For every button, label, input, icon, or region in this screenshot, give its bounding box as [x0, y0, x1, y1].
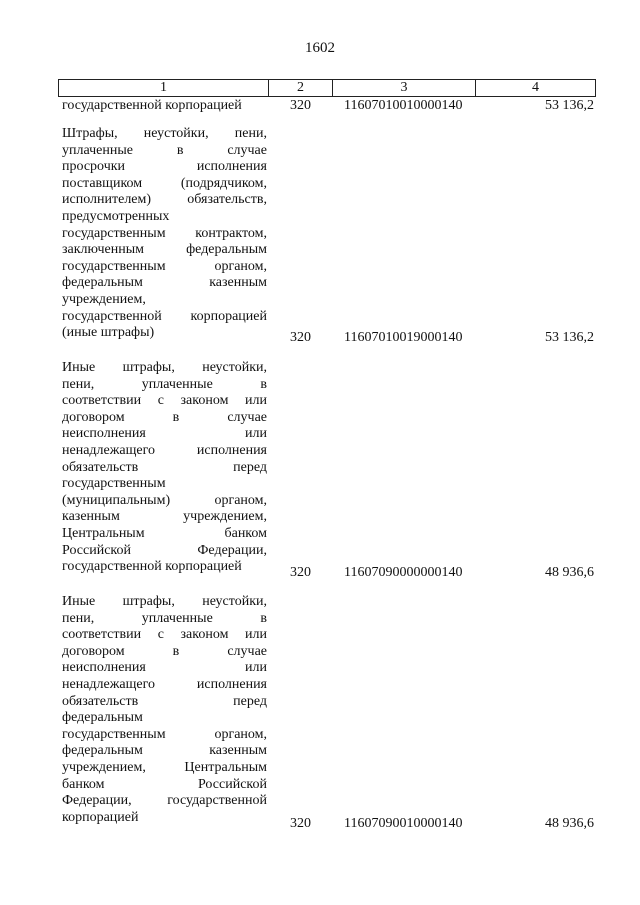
description-line: корпорацией: [62, 809, 139, 825]
description-line: обязательств перед: [62, 459, 267, 475]
column-header-4: 4: [476, 80, 596, 97]
description-line: соответствии с законом или: [62, 393, 267, 409]
row-admin-code: 320: [290, 565, 311, 581]
column-header-2: 2: [269, 80, 333, 97]
row-budget-code: 11607010019000140: [344, 330, 463, 346]
column-header-row: [59, 80, 596, 97]
description-line: (иные штрафы): [62, 325, 155, 341]
description-line: соответствии с законом или: [62, 627, 267, 643]
description-line: банком Российской: [62, 776, 267, 792]
description-line: неисполнения или: [62, 426, 267, 442]
description-line: пени, уплаченные в: [62, 610, 267, 626]
description-line: государственной корпорацией: [62, 308, 267, 324]
column-header-3: 3: [333, 80, 476, 97]
row-amount: 48 936,6: [545, 816, 594, 832]
description-line: заключенным федеральным: [62, 242, 267, 258]
description-line: федеральным казенным: [62, 275, 267, 291]
description-line: учреждением,: [62, 291, 146, 307]
description-line: Штрафы, неустойки, пени,: [62, 126, 267, 141]
description-line: государственным органом,: [62, 258, 267, 274]
description-line: казенным учреждением,: [62, 509, 267, 525]
row-amount: 48 936,6: [545, 565, 594, 581]
row-budget-code: 11607090010000140: [344, 816, 463, 832]
description-line: Иные штрафы, неустойки,: [62, 594, 267, 609]
description-line: государственным: [62, 476, 166, 492]
table-row: [58, 594, 595, 833]
description-line: пени, уплаченные в: [62, 376, 267, 392]
description-line: государственной корпорацией: [62, 559, 242, 575]
row-description: [62, 126, 267, 342]
description-line: поставщиком (подрядчиком,: [62, 175, 267, 191]
description-line: исполнителем) обязательств,: [62, 192, 267, 208]
row-amount: 53 136,2: [545, 98, 594, 114]
description-line: (муниципальным) органом,: [62, 492, 267, 508]
row-admin-code: 320: [290, 98, 311, 114]
row-description: [62, 98, 267, 115]
row-admin-code: 320: [290, 816, 311, 832]
row-amount: 53 136,2: [545, 330, 594, 346]
description-line: федеральным: [62, 710, 143, 726]
row-description: [62, 594, 267, 826]
description-line: учреждением, Центральным: [62, 759, 267, 775]
table-row: [58, 98, 595, 115]
description-line: государственной корпорацией: [62, 98, 242, 113]
description-line: обязательств перед: [62, 693, 267, 709]
description-line: договором в случае: [62, 643, 267, 659]
description-line: ненадлежащего исполнения: [62, 442, 267, 458]
description-line: Центральным банком: [62, 525, 267, 541]
row-budget-code: 11607010010000140: [344, 98, 463, 114]
description-line: государственным контрактом,: [62, 225, 267, 241]
description-line: предусмотренных: [62, 208, 170, 224]
table-row: [58, 360, 595, 582]
row-admin-code: 320: [290, 330, 311, 346]
column-header-1: 1: [59, 80, 269, 97]
description-line: федеральным казенным: [62, 743, 267, 759]
description-line: просрочки исполнения: [62, 159, 267, 175]
page-number: 1602: [305, 40, 335, 56]
description-line: неисполнения или: [62, 660, 267, 676]
description-line: уплаченные в случае: [62, 142, 267, 158]
description-line: государственным органом,: [62, 726, 267, 742]
column-header-table: [58, 79, 596, 97]
table-row: [58, 126, 595, 347]
row-budget-code: 11607090000000140: [344, 565, 463, 581]
description-line: Российской Федерации,: [62, 542, 267, 558]
row-description: [62, 360, 267, 576]
description-line: Федерации, государственной: [62, 793, 267, 809]
description-line: договором в случае: [62, 409, 267, 425]
description-line: ненадлежащего исполнения: [62, 676, 267, 692]
description-line: Иные штрафы, неустойки,: [62, 360, 267, 375]
